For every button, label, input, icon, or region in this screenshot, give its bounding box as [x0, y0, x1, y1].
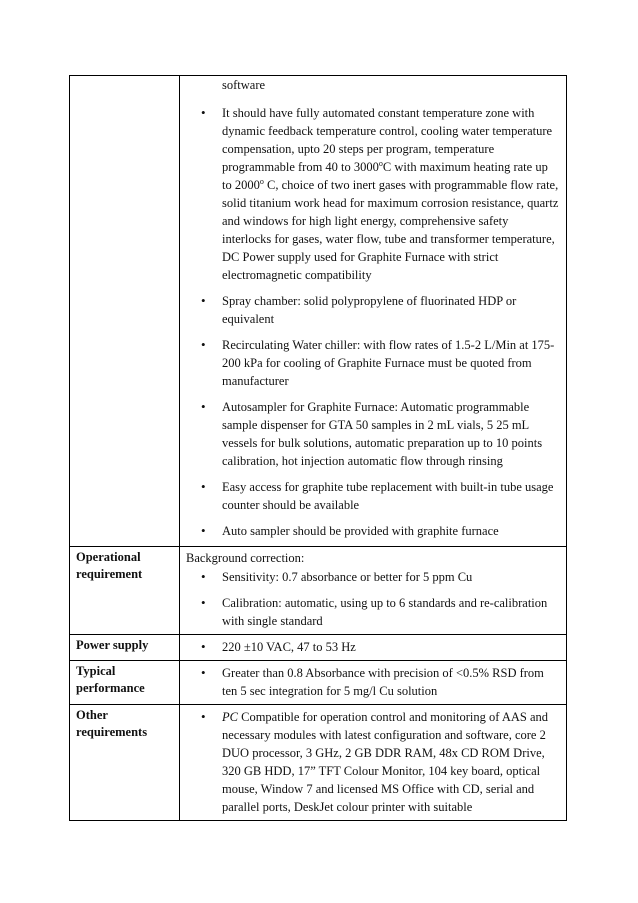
list-item: • 220 ±10 VAC, 47 to 53 Hz — [186, 638, 560, 656]
list-item: • Sensitivity: 0.7 absorbance or better for 5 ppm Cu — [186, 568, 560, 586]
row-label — [70, 76, 180, 547]
list-item: • Auto sampler should be provided with graphite furnace — [186, 522, 560, 540]
table-row — [70, 547, 567, 635]
bullet-list — [186, 568, 560, 630]
list-item: • Spray chamber: solid polypropylene of fluorinated HDP or equivalent — [186, 292, 560, 328]
table-row — [70, 661, 567, 705]
bullet-list — [186, 104, 560, 540]
row-content — [180, 547, 567, 635]
list-item: • Recirculating Water chiller: with flow rates of 1.5-2 L/Min at 175-200 kPa for cooling of Graphite Furnace must be quoted from manufacturer — [186, 336, 560, 390]
list-item: • Autosampler for Graphite Furnace: Automatic programmable sample dispenser for GTA 50 samples in 2 mL vials, 5 25 mL vessels for bulk solutions, automatic preparation up to 10 points calibration, hot injection automatic flow through rinsing — [186, 398, 560, 470]
specification-table — [69, 75, 567, 821]
list-item: • It should have fully automated constant temperature zone with dynamic feedback temperature control, cooling water temperature compensation, upto 20 steps per program, temperature programmable from 40 to 3000$^o$C with maximum heating rate up to 2000$^o$ C, choice of two inert gases with programmable flow rate, solid titanium work head for maximum corrosion resistance, quartz and windows for high light energy, comprehensive safety interlocks for gases, water flow, tube and transformer temperature, DC Power supply used for Graphite Furnace with strict electromagnetic compatibility — [186, 104, 560, 284]
bullet-list — [186, 664, 560, 700]
list-item: • Greater than 0.8 Absorbance with precision of <0.5% RSD from ten 5 sec integration for 5 mg/l Cu solution — [186, 664, 560, 700]
continued-text: software — [222, 78, 266, 92]
row-label: Operational requirement — [70, 547, 180, 635]
row-label: Typical performance — [70, 661, 180, 705]
row-label: Other requirements — [70, 705, 180, 821]
row-content — [180, 76, 567, 547]
row-content — [180, 661, 567, 705]
table-row — [70, 705, 567, 821]
table-row — [70, 635, 567, 661]
row-content — [180, 705, 567, 821]
list-item: • Easy access for graphite tube replacement with built-in tube usage counter should be available — [186, 478, 560, 514]
table-row — [70, 76, 567, 547]
row-intro: Background correction: — [186, 551, 305, 565]
list-item: • PC Compatible for operation control and monitoring of AAS and necessary modules with latest configuration and software, core 2 DUO processor, 3 GHz, 2 GB DDR RAM, 48x CD ROM Drive, 320 GB HDD, 17” TFT Colour Monitor, 104 key board, optical mouse, Window 7 and licensed MS Office with CD, serial and parallel ports, DeskJet colour printer with suitable — [186, 708, 560, 816]
row-content — [180, 635, 567, 661]
bullet-list — [186, 708, 560, 816]
list-item: • Calibration: automatic, using up to 6 standards and re-calibration with single standard — [186, 594, 560, 630]
bullet-list — [186, 638, 560, 656]
row-label: Power supply — [70, 635, 180, 661]
